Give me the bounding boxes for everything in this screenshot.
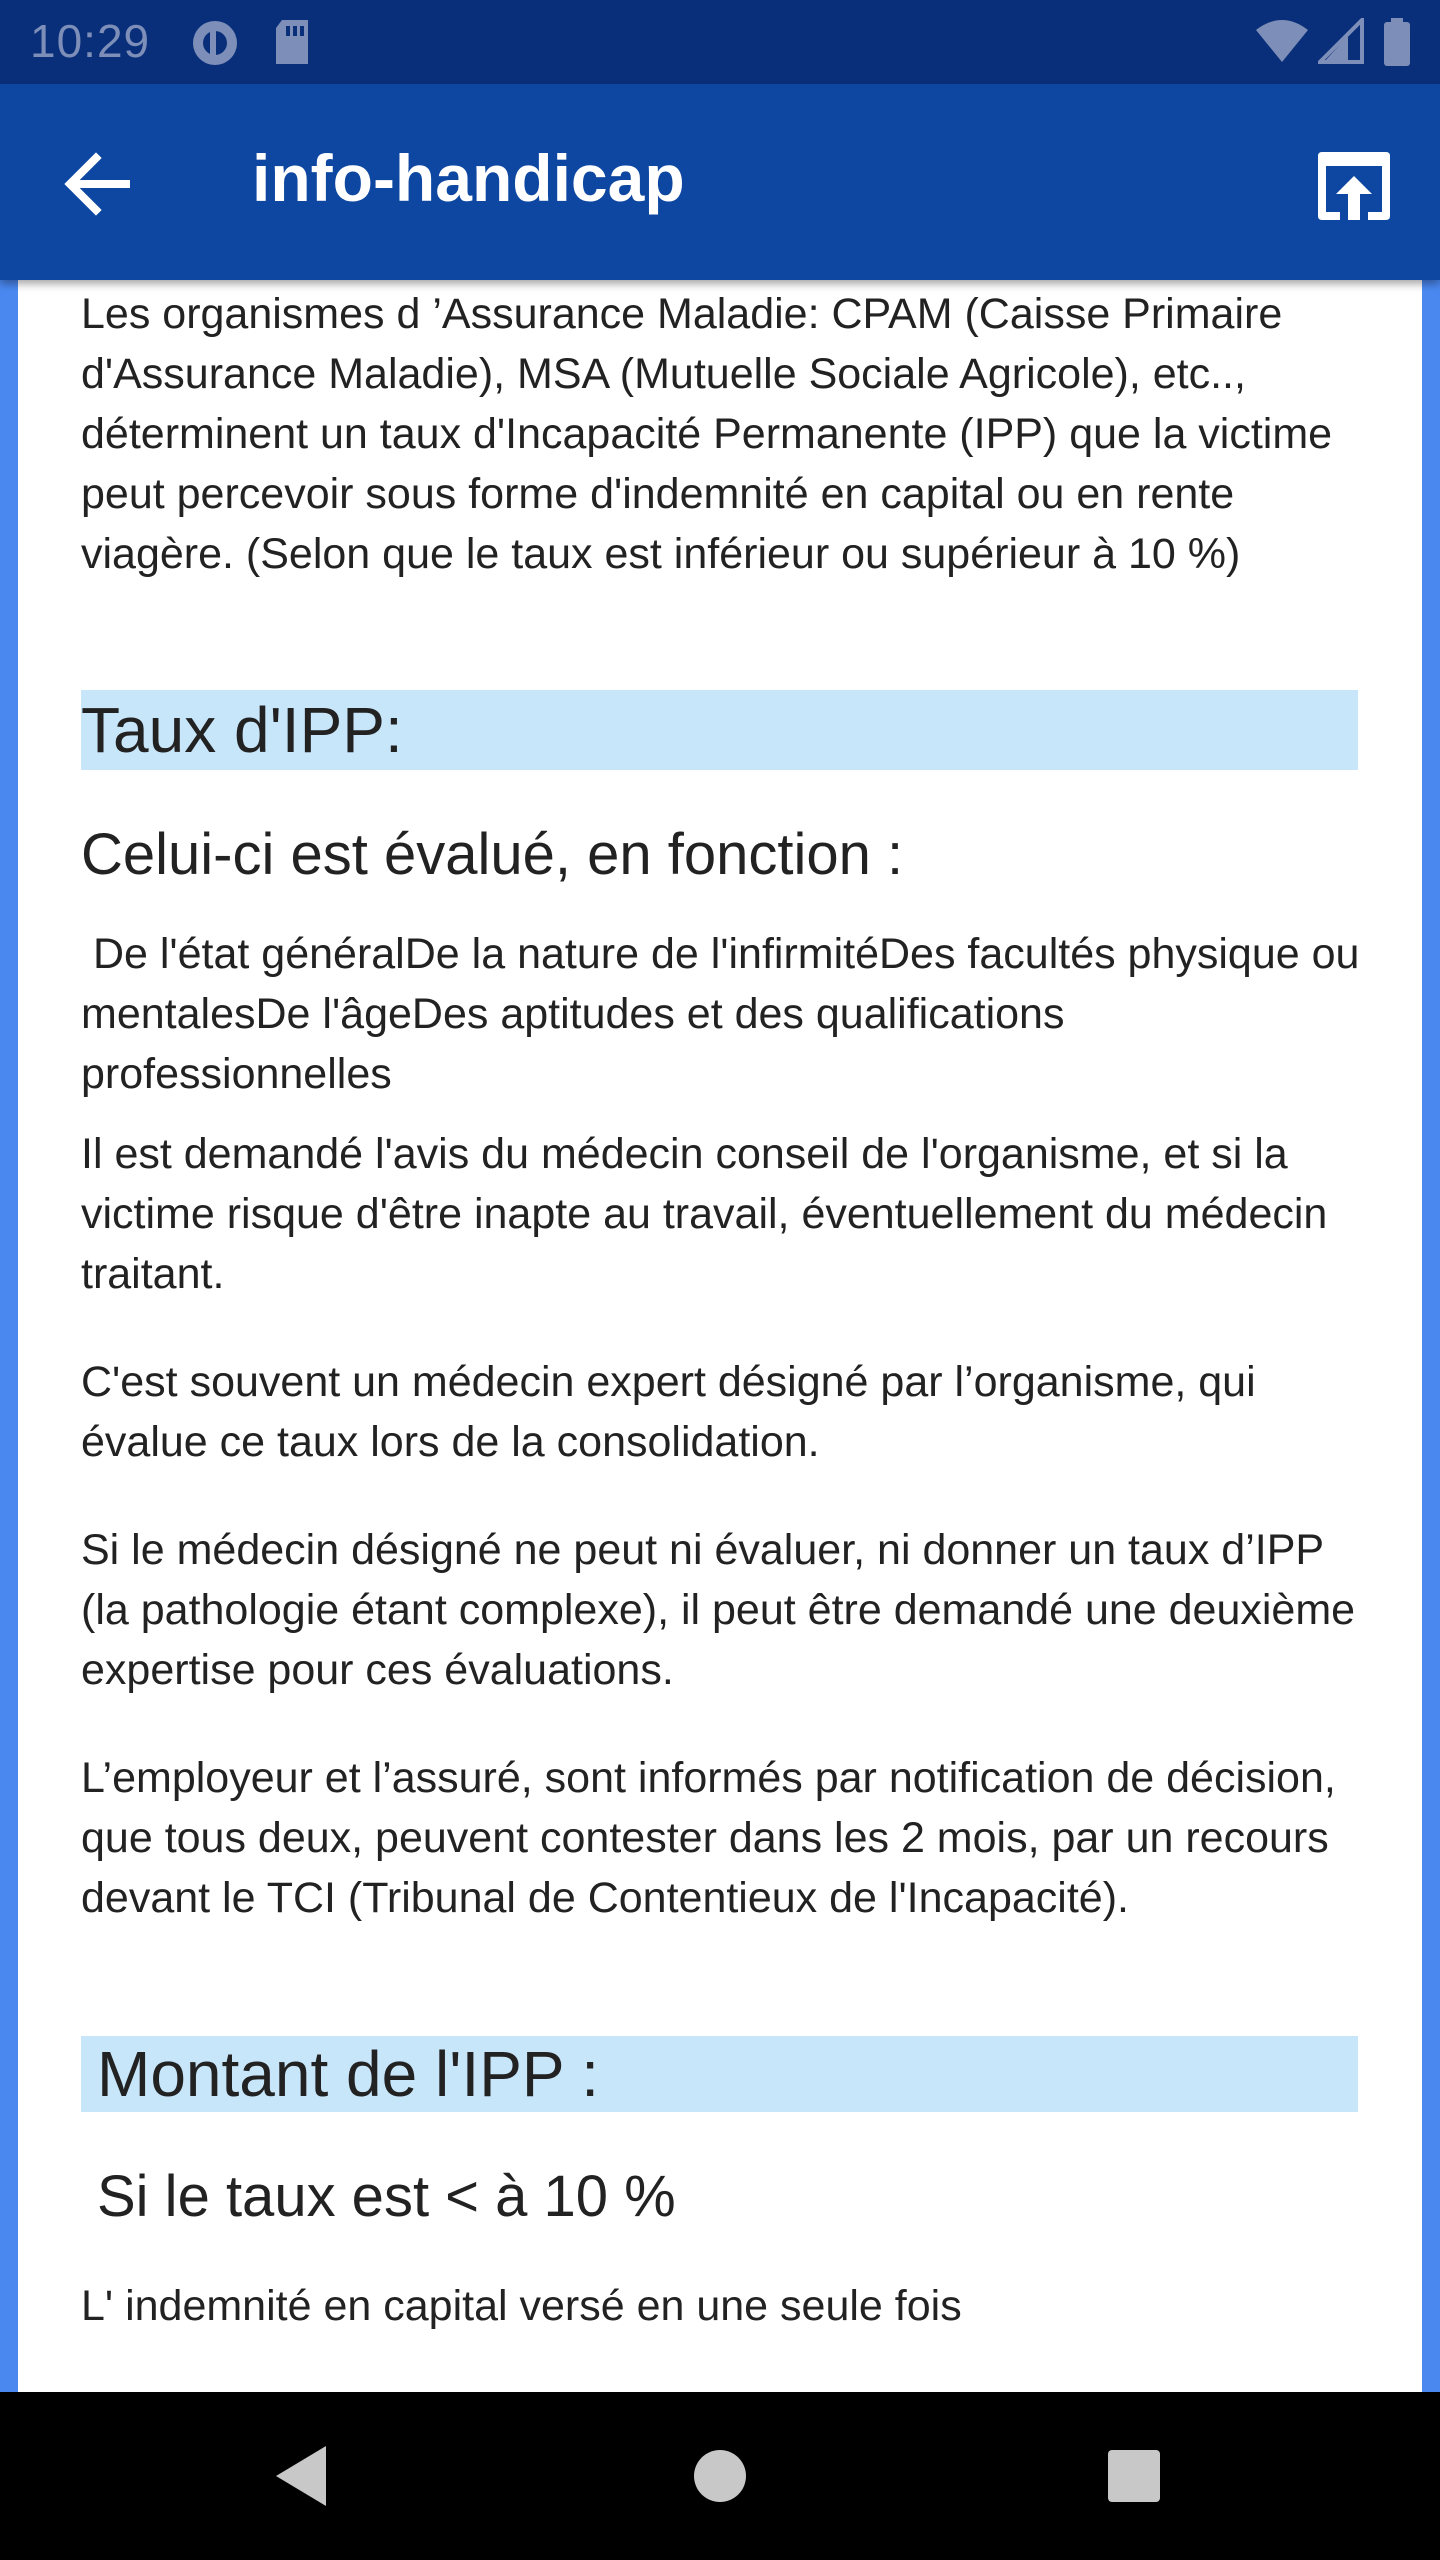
nav-recents-square-icon[interactable] xyxy=(1094,2436,1174,2516)
section-title-taux: Taux d'IPP: xyxy=(81,694,403,766)
employeur-paragraph: L’employeur et l’assuré, sont informés par notification de décision, que tous deux, peuvent contester dans les 2 mois, par un recours devant le TCI (Tribunal de Contentieux de l'Incapacité). xyxy=(81,1754,1336,1922)
app-title: info-handicap xyxy=(252,141,685,215)
section-header-taux xyxy=(81,690,1358,770)
nav-back-triangle-icon[interactable] xyxy=(260,2436,340,2516)
system-nav-bar xyxy=(0,2392,1440,2560)
avis-paragraph: Il est demandé l'avis du médecin conseil de l'organisme, et si la victime risque d'être inapte au travail, éventuellement du médecin traitant. xyxy=(81,1130,1328,1298)
app-notification-icon xyxy=(190,18,240,68)
indemnite-paragraph: L' indemnité en capital versé en une seule fois xyxy=(81,2282,962,2330)
sd-card-icon xyxy=(272,18,312,68)
status-bar xyxy=(0,0,1440,84)
app-bar xyxy=(0,84,1440,280)
expert-paragraph: C'est souvent un médecin expert désigné par l’organisme, qui évalue ce taux lors de la consolidation. xyxy=(81,1358,1256,1466)
content-panel xyxy=(18,280,1422,2392)
criteria-paragraph: De l'état généralDe la nature de l'infirmitéDes facultés physique ou mentalesDe l'âgeDes aptitudes et des qualifications professionnelles xyxy=(81,930,1360,1098)
back-arrow-icon[interactable] xyxy=(58,144,138,224)
battery-icon xyxy=(1382,18,1412,66)
section-header-montant xyxy=(81,2036,1358,2112)
open-in-browser-icon[interactable] xyxy=(1312,144,1396,228)
status-time: 10:29 xyxy=(30,15,151,67)
deuxieme-expertise-paragraph: Si le médecin désigné ne peut ni évaluer, ni donner un taux d’IPP (la pathologie étant complexe), il peut être demandé une deuxième expertise pour ces évaluations. xyxy=(81,1526,1356,1694)
subheading-evaluation: Celui-ci est évalué, en fonction : xyxy=(81,822,904,887)
wifi-icon xyxy=(1254,18,1310,64)
subheading-taux-inferieur: Si le taux est < à 10 % xyxy=(97,2164,676,2229)
intro-paragraph: Les organismes d ’Assurance Maladie: CPAM (Caisse Primaire d'Assurance Maladie), MSA (Mutuelle Sociale Agricole), etc.., déterminent un taux d'Incapacité Permanente (IPP) que la victime peut percevoir sous forme d'indemnité en capital ou en rente viagère. (Selon que le taux est inférieur ou supérieur à 10 %) xyxy=(81,290,1333,578)
cell-signal-icon xyxy=(1318,18,1364,64)
section-title-montant: Montant de l'IPP : xyxy=(97,2038,599,2110)
nav-home-circle-icon[interactable] xyxy=(680,2436,760,2516)
